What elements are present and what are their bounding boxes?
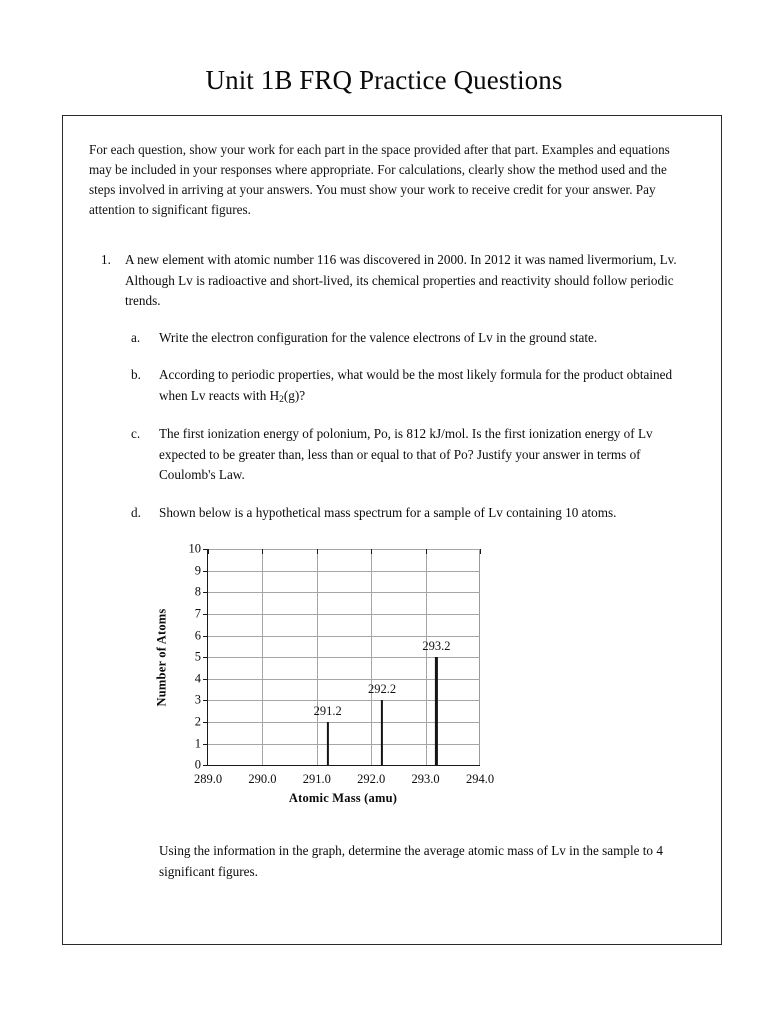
question-item-1 (89, 250, 695, 523)
chart-gridline-horizontal (208, 744, 480, 745)
chart-peak-label: 291.2 (313, 703, 342, 718)
page-title: Unit 1B FRQ Practice Questions (205, 65, 563, 95)
chart-gridline-horizontal (208, 700, 480, 701)
chart-x-tick-mark (426, 549, 427, 554)
chart-x-tick-mark (371, 549, 372, 554)
part-text-a: Write the electron configuration for the valence electrons of Lv in the ground state. (159, 329, 598, 345)
chart-y-tick-mark (203, 571, 208, 572)
chart-x-tick-mark (208, 549, 209, 554)
chart-y-tick-label: 4 (194, 671, 201, 686)
chart-gridline-vertical (371, 549, 372, 765)
closing-note-container (89, 841, 695, 882)
chart-y-axis-title-label: Number of Atoms (154, 608, 169, 707)
instructions-paragraph: For each question, show your work for each part in the space provided after that part. Examples and equations may be included in your responses where appropriate. For calculations, clearly show the method used and the steps involved in arriving at your answers. You must show your work to receive credit for your answer. Pay attention to significant figures. (89, 142, 670, 218)
chart-y-tick-mark (203, 592, 208, 593)
question-part-a (125, 328, 695, 348)
chart-gridline-vertical (262, 549, 263, 765)
part-b-text-after: (g)? (283, 387, 306, 403)
part-text-b (159, 365, 695, 407)
chart-gridline-vertical (317, 549, 318, 765)
part-letter-b: b. (131, 367, 141, 383)
part-letter-d: d. (131, 504, 141, 520)
question-list (89, 250, 695, 523)
document-frame (62, 115, 722, 945)
chart-y-tick-label: 7 (194, 606, 201, 621)
mass-spectrum-chart-container (89, 541, 695, 811)
part-b-subscript: 2 (279, 394, 284, 405)
chart-peak-label: 293.2 (422, 639, 451, 654)
chart-gridline-horizontal (208, 571, 480, 572)
chart-gridline-horizontal (208, 614, 480, 615)
document-body (63, 116, 721, 882)
chart-x-tick-label: 293.0 (411, 772, 440, 787)
part-letter-a: a. (131, 329, 141, 345)
part-text-c: The first ionization energy of polonium, Po, is 812 kJ/mol. Is the first ionization energy of Lv expected to be greater than, less than or equal to that of Po? Justify your answer in terms of Coulomb's Law. (159, 426, 653, 483)
mass-spectrum-chart (154, 541, 499, 811)
chart-gridline-horizontal (208, 592, 480, 593)
chart-y-tick-mark (203, 722, 208, 723)
chart-peak-label: 292.2 (368, 682, 397, 697)
question-parts-list (125, 328, 695, 524)
question-stem: A new element with atomic number 116 was discovered in 2000. In 2012 it was named livermorium, Lv. Although Lv is radioactive and short-lived, its chemical properties and reactivity should follow periodic trends. (125, 252, 677, 309)
chart-y-tick-mark (203, 765, 208, 766)
chart-y-tick-mark (203, 657, 208, 658)
question-part-c (125, 424, 695, 485)
chart-y-tick-mark (203, 614, 208, 615)
chart-x-tick-label: 292.0 (357, 772, 386, 787)
part-b-text-before: According to periodic properties, what would be the most likely formula for the product obtained when Lv reacts with H (159, 367, 673, 403)
chart-gridline-horizontal (208, 679, 480, 680)
chart-gridline-horizontal (208, 549, 480, 550)
chart-x-tick-mark (480, 549, 481, 554)
chart-peak-bar (381, 700, 383, 765)
chart-y-tick-label: 2 (194, 714, 201, 729)
question-part-b (125, 365, 695, 407)
chart-plot-area (188, 541, 495, 787)
question-number: 1. (101, 252, 111, 268)
chart-y-tick-label: 3 (194, 692, 201, 707)
chart-gridline-horizontal (208, 657, 480, 658)
chart-y-tick-label: 10 (188, 541, 201, 556)
chart-y-tick-mark (203, 679, 208, 680)
chart-x-tick-label: 290.0 (248, 772, 277, 787)
chart-y-tick-mark (203, 636, 208, 637)
part-letter-c: c. (131, 426, 141, 442)
chart-y-tick-label: 6 (194, 628, 201, 643)
question-part-d (125, 503, 695, 523)
chart-y-tick-label: 9 (194, 563, 201, 578)
chart-y-tick-label: 8 (194, 584, 201, 599)
chart-y-tick-label: 1 (194, 736, 201, 751)
part-text-d: Shown below is a hypothetical mass spectrum for a sample of Lv containing 10 atoms. (159, 504, 617, 520)
chart-gridline-horizontal (208, 636, 480, 637)
chart-y-tick-mark (203, 700, 208, 701)
chart-y-tick-mark (203, 744, 208, 745)
chart-y-axis-title (153, 541, 171, 773)
chart-x-axis-title: Atomic Mass (amu) (288, 791, 398, 806)
chart-y-tick-label: 0 (194, 757, 201, 772)
closing-note-text: Using the information in the graph, determine the average atomic mass of Lv in the sample to 4 significant figures. (159, 843, 663, 879)
chart-x-tick-label: 291.0 (302, 772, 331, 787)
chart-gridline-horizontal (208, 722, 480, 723)
chart-gridline-vertical (426, 549, 427, 765)
chart-peak-bar (327, 722, 329, 765)
chart-y-tick-label: 5 (194, 649, 201, 664)
chart-x-tick-label: 294.0 (465, 772, 495, 787)
chart-x-tick-mark (317, 549, 318, 554)
chart-x-tick-mark (262, 549, 263, 554)
chart-peak-bar (435, 657, 437, 765)
chart-x-tick-label: 289.0 (193, 772, 223, 787)
